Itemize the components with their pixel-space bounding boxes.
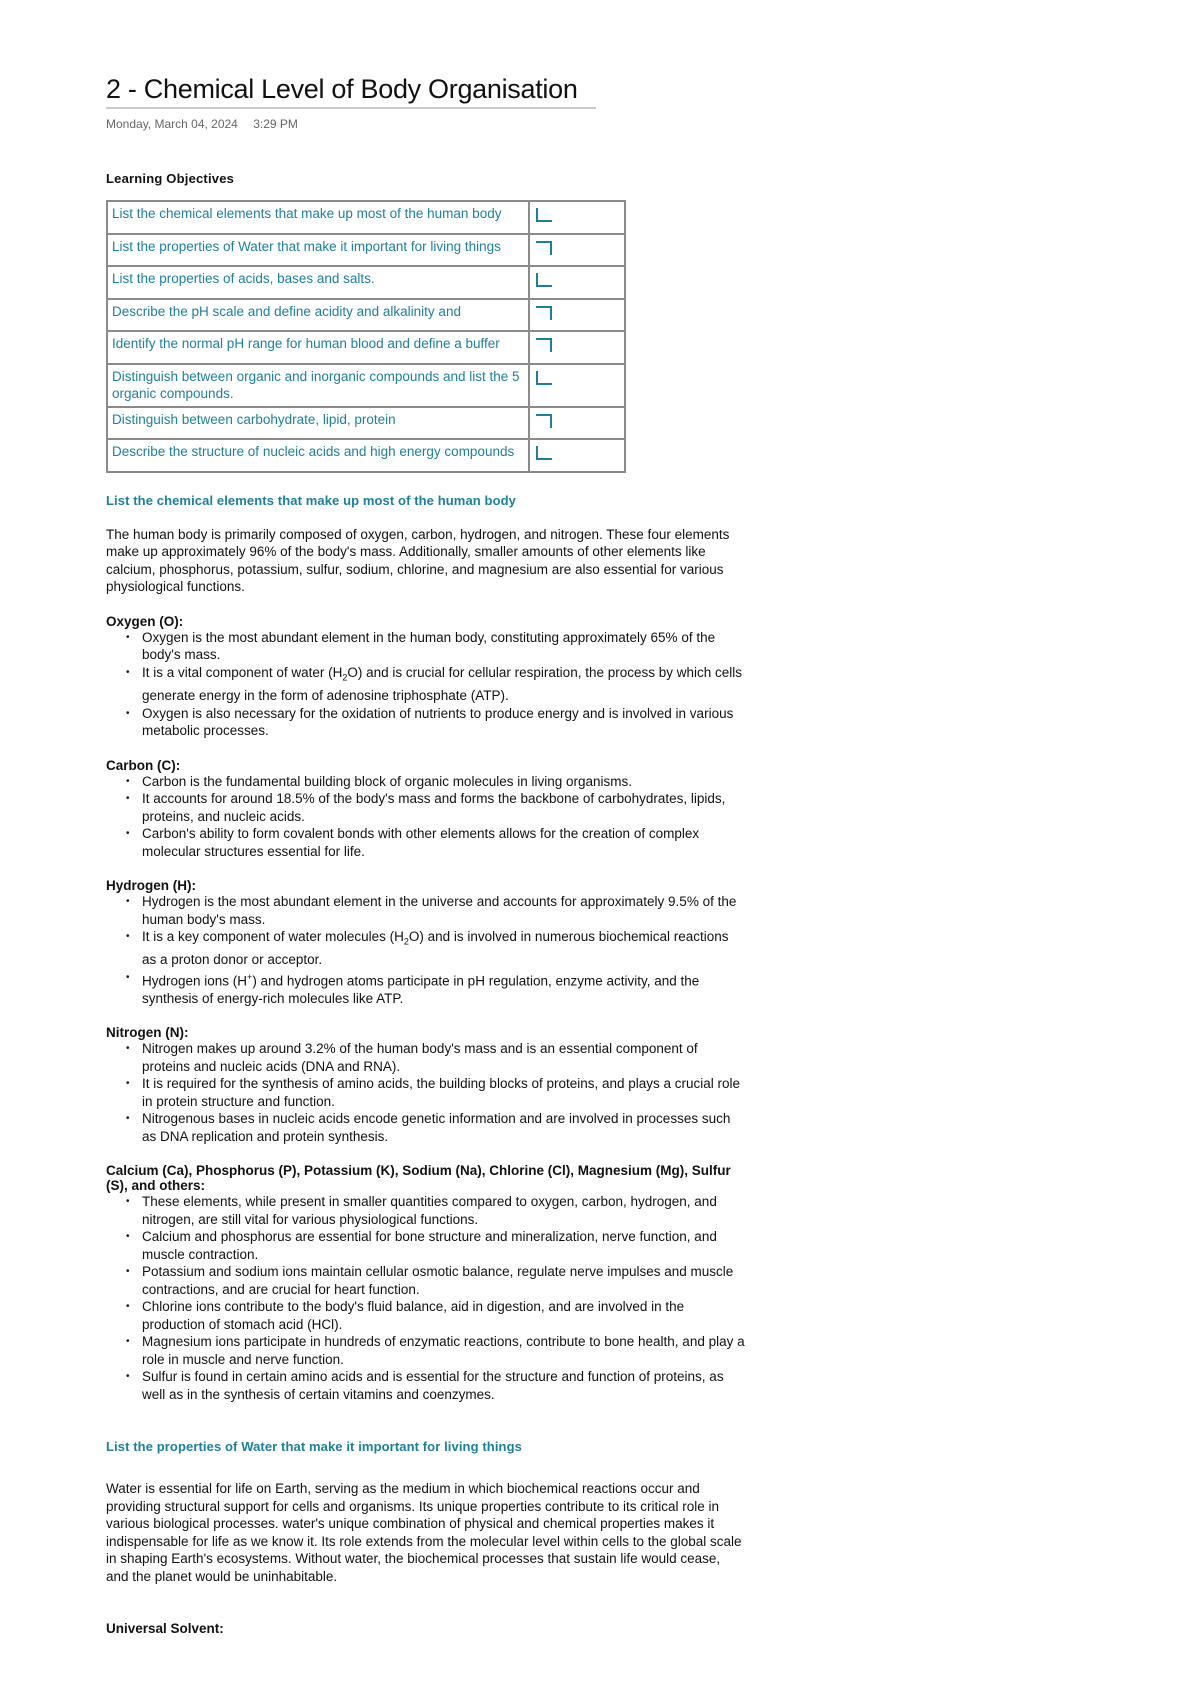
checkbox-icon[interactable] [536, 208, 552, 222]
hydrogen-heading: Hydrogen (H): [106, 878, 196, 894]
objective-checkbox-cell [529, 407, 625, 440]
carbon-list [106, 773, 746, 861]
list-item: • It is a vital component of water $(H_2O)$ and is crucial for cellular respiration, the process by which cells generate energy in the form of adenosine triphosphate (ATP). [142, 664, 746, 705]
list-item: • It is required for the synthesis of amino acids, the building blocks of proteins, and plays a crucial role in protein structure and function. [142, 1075, 746, 1110]
checkbox-icon[interactable] [536, 273, 552, 287]
list-item: • Nitrogen makes up around 3.2% of the human body's mass and is an essential component of proteins and nucleic acids (DNA and RNA). [142, 1040, 746, 1075]
list-item: • Sulfur is found in certain amino acids and is essential for the structure and function of proteins, as well as in the synthesis of certain vitamins and coenzymes. [142, 1368, 746, 1403]
checkbox-icon[interactable] [536, 338, 552, 352]
water-intro: Water is essential for life on Earth, serving as the medium in which biochemical reactions occur and providing structural support for cells and organisms. Its unique properties contribute to its critical role in various biological processes. water's unique combination of physical and chemical properties makes it indispensable for life as we know it. Its role extends from the molecular level within cells to the global scale in shaping Earth's ecosystems. Without water, the biochemical processes that sustain life would cease, and the planet would be uninhabitable. [106, 1481, 742, 1584]
objective-row [107, 234, 625, 267]
list-item: • Carbon is the fundamental building block of organic molecules in living organisms. [142, 773, 746, 791]
list-item: • Oxygen is the most abundant element in the human body, constituting approximately 65% of the body's mass. [142, 629, 746, 664]
checkbox-icon[interactable] [536, 306, 552, 320]
objective-row [107, 439, 625, 472]
list-item: • Nitrogenous bases in nucleic acids encode genetic information and are involved in processes such as DNA replication and protein synthesis. [142, 1110, 746, 1145]
other-elements-list [106, 1193, 746, 1403]
objective-text: Describe the pH scale and define acidity and alkalinity and [107, 299, 529, 332]
oxygen-list [106, 629, 746, 740]
objective-row [107, 331, 625, 364]
time-text: 3:29 PM [253, 117, 298, 131]
objective-text: Describe the structure of nucleic acids and high energy compounds [107, 439, 529, 472]
objective-checkbox-cell [529, 331, 625, 364]
objectives-table [106, 200, 626, 473]
objective-row [107, 407, 625, 440]
objective-checkbox-cell [529, 299, 625, 332]
date-text: Monday, March 04, 2024 [106, 117, 238, 131]
list-item: • It is a key component of water molecules $(H_2O)$ and is involved in numerous biochemical reactions as a proton donor or acceptor. [142, 928, 746, 969]
universal-solvent-heading: Universal Solvent: [106, 1621, 224, 1637]
section-heading-water: List the properties of Water that make it important for living things [106, 1439, 522, 1455]
page-title: 2 - Chemical Level of Body Organisation [106, 74, 596, 109]
checkbox-icon[interactable] [536, 241, 552, 255]
objective-checkbox-cell [529, 234, 625, 267]
oxygen-heading: Oxygen (O): [106, 613, 184, 629]
list-item: • Carbon's ability to form covalent bonds with other elements allows for the creation of complex molecular structures essential for life. [142, 825, 746, 860]
objective-row [107, 201, 625, 234]
checkbox-icon[interactable] [536, 446, 552, 460]
list-item: • These elements, while present in smaller quantities compared to oxygen, carbon, hydrogen, and nitrogen, are still vital for various physiological functions. [142, 1193, 746, 1228]
objective-checkbox-cell [529, 201, 625, 234]
objective-text: Distinguish between organic and inorganic compounds and list the 5 organic compounds. [107, 364, 529, 407]
list-item: • It accounts for around 18.5% of the body's mass and forms the backbone of carbohydrates, lipids, proteins, and nucleic acids. [142, 790, 746, 825]
list-item: • Magnesium ions participate in hundreds of enzymatic reactions, contribute to bone health, and play a role in muscle and nerve function. [142, 1333, 746, 1368]
checkbox-icon[interactable] [536, 414, 552, 428]
nitrogen-list [106, 1040, 746, 1145]
checkbox-icon[interactable] [536, 371, 552, 385]
list-item: • Potassium and sodium ions maintain cellular osmotic balance, regulate nerve impulses and muscle contractions, and are crucial for heart function. [142, 1263, 746, 1298]
timestamp [106, 117, 746, 131]
carbon-heading: Carbon (C): [106, 757, 181, 773]
objective-checkbox-cell [529, 439, 625, 472]
list-item: • Hydrogen ions (H+) and hydrogen atoms participate in pH regulation, enzyme activity, and the synthesis of energy-rich molecules like ATP. [142, 969, 746, 1008]
objective-text: List the chemical elements that make up most of the human body [107, 201, 529, 234]
section-heading-elements: List the chemical elements that make up most of the human body [106, 492, 516, 508]
objective-text: Identify the normal pH range for human blood and define a buffer [107, 331, 529, 364]
objective-row [107, 266, 625, 299]
note-page [106, 74, 746, 1636]
list-item: • Chlorine ions contribute to the body's fluid balance, aid in digestion, and are involved in the production of stomach acid (HCl). [142, 1298, 746, 1333]
list-item: • Oxygen is also necessary for the oxidation of nutrients to produce energy and is involved in various metabolic processes. [142, 705, 746, 740]
objective-text: Distinguish between carbohydrate, lipid, protein [107, 407, 529, 440]
elements-intro: The human body is primarily composed of oxygen, carbon, hydrogen, and nitrogen. These four elements make up approximately 96% of the body's mass. Additionally, smaller amounts of other elements like calcium, phosphorus, potassium, sulfur, sodium, chlorine, and magnesium are also essential for various physiological functions. [106, 526, 730, 595]
objective-text: List the properties of acids, bases and salts. [107, 266, 529, 299]
nitrogen-heading: Nitrogen (N): [106, 1025, 189, 1041]
objective-checkbox-cell [529, 364, 625, 407]
objective-checkbox-cell [529, 266, 625, 299]
objective-row [107, 364, 625, 407]
objectives-heading: Learning Objectives [106, 171, 235, 186]
other-elements-heading: Calcium (Ca), Phosphorus (P), Potassium (K), Sodium (Na), Chlorine (Cl), Magnesium (Mg), Sulfur (S), and others: [106, 1163, 731, 1194]
list-item: • Calcium and phosphorus are essential for bone structure and mineralization, nerve function, and muscle contraction. [142, 1228, 746, 1263]
objective-row [107, 299, 625, 332]
objective-text: List the properties of Water that make it important for living things [107, 234, 529, 267]
hydrogen-list [106, 893, 746, 1007]
list-item: • Hydrogen is the most abundant element in the universe and accounts for approximately 9.5% of the human body's mass. [142, 893, 746, 928]
